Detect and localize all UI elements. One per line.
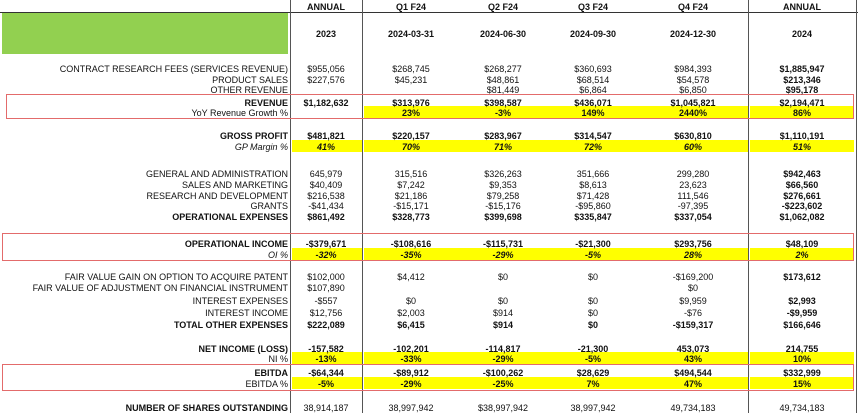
cell-ga-4: 299,280: [676, 169, 710, 179]
cell-gross-0: $481,821: [307, 131, 345, 141]
cell-yoy-2: -3%: [494, 108, 511, 118]
cell-net-3: -21,300: [577, 344, 609, 354]
cell-product-3: $68,514: [576, 75, 610, 85]
cell-shares-0: 38,914,187: [303, 403, 349, 413]
date-2023: 2023: [315, 29, 337, 39]
cell-ni-5: 10%: [792, 354, 811, 364]
cell-intinc-4: -$76: [683, 308, 702, 318]
header-q3: Q3 F24: [577, 2, 608, 12]
cell-revenue-2: $398,587: [484, 98, 522, 108]
row-label-contract: CONTRACT RESEARCH FEES (SERVICES REVENUE): [59, 64, 288, 74]
cell-rd-1: $21,186: [394, 191, 428, 201]
cell-intexp-2: $0: [497, 296, 508, 306]
cell-product-0: $227,576: [307, 75, 345, 85]
cell-contract-5: $1,885,947: [779, 64, 825, 74]
cell-gpm-1: 70%: [401, 142, 420, 152]
cell-intexp-4: $9,959: [679, 296, 707, 306]
cell-revenue-3: $436,071: [574, 98, 612, 108]
cell-contract-2: $268,277: [484, 64, 522, 74]
cell-ni-2: -29%: [492, 354, 514, 364]
cell-ebitdap-4: 47%: [683, 379, 702, 389]
row-label-net: NET INCOME (LOSS): [198, 344, 288, 354]
cell-gpm-0: 41%: [316, 142, 335, 152]
cell-toe-4: -$159,317: [672, 320, 714, 330]
cell-oi-5: 2%: [795, 250, 809, 260]
row-label-ga: GENERAL AND ADMINISTRATION: [145, 169, 288, 179]
date-q2: 2024-06-30: [479, 29, 527, 39]
cell-fvadj-0: $107,890: [307, 283, 345, 293]
date-2024: 2024: [791, 29, 813, 39]
cell-grants-1: -$15,171: [393, 201, 429, 211]
cell-contract-0: $955,056: [307, 64, 345, 74]
cell-rd-0: $216,538: [307, 191, 345, 201]
cell-oi-0: -32%: [315, 250, 337, 260]
row-label-ebitda: EBITDA: [254, 368, 288, 378]
cell-gpm-5: 51%: [792, 142, 811, 152]
row-label-fvpatent: FAIR VALUE GAIN ON OPTION TO ACQUIRE PATENT: [64, 272, 288, 282]
cell-fvpatent-1: $4,412: [397, 272, 425, 282]
cell-ni-1: -33%: [400, 354, 422, 364]
header-annual-2023: ANNUAL: [307, 2, 345, 12]
cell-net-1: -102,201: [393, 344, 429, 354]
cell-sm-3: $8,613: [579, 180, 607, 190]
cell-opex-2: $399,698: [484, 212, 522, 222]
cell-opinc-1: -$108,616: [390, 239, 432, 249]
row-label-rd: RESEARCH AND DEVELOPMENT: [146, 191, 288, 201]
cell-ebitdap-3: 7%: [586, 379, 600, 389]
cell-gross-1: $220,157: [392, 131, 430, 141]
cell-toe-0: $222,089: [307, 320, 345, 330]
cell-rd-3: $71,428: [576, 191, 610, 201]
cell-sm-2: $9,353: [489, 180, 517, 190]
row-label-fvadj: FAIR VALUE OF ADJUSTMENT ON FINANCIAL INSTRUMENT: [32, 283, 288, 293]
column-divider: [362, 0, 363, 413]
cell-yoy-5: 86%: [792, 108, 811, 118]
cell-fvpatent-2: $0: [497, 272, 508, 282]
cell-gross-2: $283,967: [484, 131, 522, 141]
cell-other-2: $81,449: [486, 85, 520, 95]
cell-opinc-2: -$115,731: [482, 239, 524, 249]
cell-revenue-4: $1,045,821: [670, 98, 716, 108]
cell-opinc-4: $293,756: [674, 239, 712, 249]
cell-shares-1: 38,997,942: [388, 403, 434, 413]
cell-fvpatent-0: $102,000: [307, 272, 345, 282]
cell-opex-3: $335,847: [574, 212, 612, 222]
cell-ga-0: 645,979: [309, 169, 343, 179]
cell-intexp-3: $0: [587, 296, 598, 306]
cell-shares-4: 49,734,183: [670, 403, 716, 413]
cell-ni-4: 43%: [683, 354, 702, 364]
cell-fvadj-4: $0: [687, 283, 698, 293]
header-q2: Q2 F24: [487, 2, 518, 12]
row-label-grants: GRANTS: [250, 201, 288, 211]
cell-intinc-1: $2,003: [397, 308, 425, 318]
cell-ebitda-1: -$89,912: [393, 368, 429, 378]
cell-net-5: 214,755: [785, 344, 819, 354]
cell-ga-3: 351,666: [576, 169, 610, 179]
cell-net-4: 453,073: [676, 344, 710, 354]
header-q1: Q1 F24: [395, 2, 426, 12]
row-label-yoy: YoY Revenue Growth %: [191, 108, 288, 118]
cell-rd-4: 111,546: [677, 191, 709, 201]
cell-gpm-2: 71%: [493, 142, 512, 152]
row-label-revenue: REVENUE: [244, 98, 288, 108]
header-q4: Q4 F24: [677, 2, 708, 12]
cell-oi-2: -29%: [492, 250, 514, 260]
row-label-ebitdap: EBITDA %: [245, 379, 288, 389]
cell-shares-5: 49,734,183: [779, 403, 825, 413]
cell-fvpatent-4: -$169,200: [672, 272, 714, 282]
row-label-opex: OPERATIONAL EXPENSES: [172, 212, 288, 222]
cell-intexp-1: $0: [405, 296, 416, 306]
cell-ga-2: $326,263: [484, 169, 522, 179]
cell-contract-3: $360,693: [574, 64, 612, 74]
row-label-toe: TOTAL OTHER EXPENSES: [173, 320, 288, 330]
row-label-oi: OI %: [267, 250, 288, 260]
cell-opex-5: $1,062,082: [779, 212, 825, 222]
cell-intinc-5: -$9,959: [786, 308, 818, 318]
cell-yoy-4: 2440%: [678, 108, 708, 118]
cell-opinc-3: -$21,300: [575, 239, 611, 249]
cell-oi-3: -5%: [584, 250, 601, 260]
cell-gross-3: $314,547: [574, 131, 612, 141]
cell-intexp-5: $2,993: [788, 296, 816, 306]
cell-ebitda-4: $494,544: [674, 368, 712, 378]
row-label-gross: GROSS PROFIT: [219, 131, 288, 141]
row-label-other: OTHER REVENUE: [210, 85, 288, 95]
cell-sm-0: $40,409: [309, 180, 343, 190]
cell-intinc-0: $12,756: [309, 308, 343, 318]
cell-opex-0: $861,492: [307, 212, 345, 222]
row-label-opinc: OPERATIONAL INCOME: [184, 239, 288, 249]
cell-shares-2: $38,997,942: [477, 403, 529, 413]
cell-toe-2: $914: [492, 320, 514, 330]
column-divider: [856, 0, 857, 413]
cell-shares-3: 38,997,942: [570, 403, 616, 413]
cell-ga-5: $942,463: [783, 169, 821, 179]
cell-grants-4: -97,395: [677, 201, 709, 211]
cell-contract-1: $268,745: [392, 64, 430, 74]
cell-sm-1: $7,242: [397, 180, 425, 190]
cell-grants-0: -$41,434: [308, 201, 344, 211]
cell-grants-2: -$15,176: [485, 201, 521, 211]
cell-rd-2: $79,258: [486, 191, 520, 201]
cell-ebitda-0: -$64,344: [308, 368, 344, 378]
row-label-intinc: INTEREST INCOME: [205, 308, 288, 318]
cell-gpm-4: 60%: [683, 142, 702, 152]
cell-net-0: -157,582: [308, 344, 344, 354]
row-label-ni: NI %: [268, 354, 288, 364]
cell-ebitda-5: $332,999: [783, 368, 821, 378]
cell-gpm-3: 72%: [583, 142, 602, 152]
cell-rd-5: $276,661: [783, 191, 821, 201]
cell-fvpatent-3: $0: [587, 272, 598, 282]
cell-contract-4: $984,393: [674, 64, 712, 74]
cell-toe-5: $166,646: [783, 320, 821, 330]
cell-product-5: $213,346: [783, 75, 821, 85]
row-label-product: PRODUCT SALES: [212, 75, 288, 85]
header-fill: [2, 12, 288, 54]
row-label-shares: NUMBER OF SHARES OUTSTANDING: [125, 403, 288, 413]
row-label-gpm: GP Margin %: [234, 142, 288, 152]
cell-other-3: $6,864: [579, 85, 607, 95]
cell-yoy-3: 149%: [581, 108, 605, 118]
cell-opinc-0: -$379,671: [305, 239, 347, 249]
row-label-sm: SALES AND MARKETING: [181, 180, 288, 190]
date-q1: 2024-03-31: [387, 29, 435, 39]
cell-gross-4: $630,810: [674, 131, 712, 141]
cell-ebitda-2: -$100,262: [482, 368, 524, 378]
cell-product-4: $54,578: [676, 75, 710, 85]
cell-toe-1: $6,415: [397, 320, 425, 330]
cell-opex-4: $337,054: [674, 212, 712, 222]
cell-sm-5: $66,560: [785, 180, 819, 190]
cell-net-2: -114,817: [485, 344, 521, 354]
cell-other-5: $95,178: [785, 85, 819, 95]
cell-oi-1: -35%: [400, 250, 422, 260]
cell-toe-3: $0: [587, 320, 598, 330]
cell-opinc-5: $48,109: [785, 239, 819, 249]
cell-intinc-3: $0: [587, 308, 598, 318]
cell-ebitdap-1: -29%: [400, 379, 422, 389]
cell-grants-3: -$95,860: [575, 201, 611, 211]
cell-intinc-2: $914: [492, 308, 514, 318]
cell-ebitdap-2: -25%: [492, 379, 514, 389]
cell-ebitdap-5: 15%: [792, 379, 811, 389]
cell-sm-4: 23,623: [679, 180, 707, 190]
cell-yoy-1: 23%: [401, 108, 420, 118]
date-q3: 2024-09-30: [569, 29, 617, 39]
cell-grants-5: -$223,602: [781, 201, 823, 211]
cell-ebitdap-0: -5%: [317, 379, 334, 389]
cell-revenue-5: $2,194,471: [779, 98, 825, 108]
cell-other-4: $6,850: [679, 85, 707, 95]
cell-ga-1: 315,516: [394, 169, 428, 179]
date-q4: 2024-12-30: [669, 29, 717, 39]
cell-ebitda-3: $28,629: [576, 368, 610, 378]
cell-product-1: $45,231: [394, 75, 428, 85]
row-label-intexp: INTEREST EXPENSES: [192, 296, 288, 306]
cell-gross-5: $1,110,191: [779, 131, 825, 141]
cell-intexp-0: -$557: [314, 296, 338, 306]
cell-product-2: $48,861: [486, 75, 520, 85]
cell-ni-0: -13%: [315, 354, 337, 364]
cell-revenue-0: $1,182,632: [303, 98, 349, 108]
cell-opex-1: $328,773: [392, 212, 430, 222]
cell-revenue-1: $313,976: [392, 98, 430, 108]
cell-ni-3: -5%: [584, 354, 601, 364]
cell-fvpatent-5: $173,612: [783, 272, 821, 282]
cell-oi-4: 28%: [683, 250, 702, 260]
header-annual-2024: ANNUAL: [783, 2, 821, 12]
